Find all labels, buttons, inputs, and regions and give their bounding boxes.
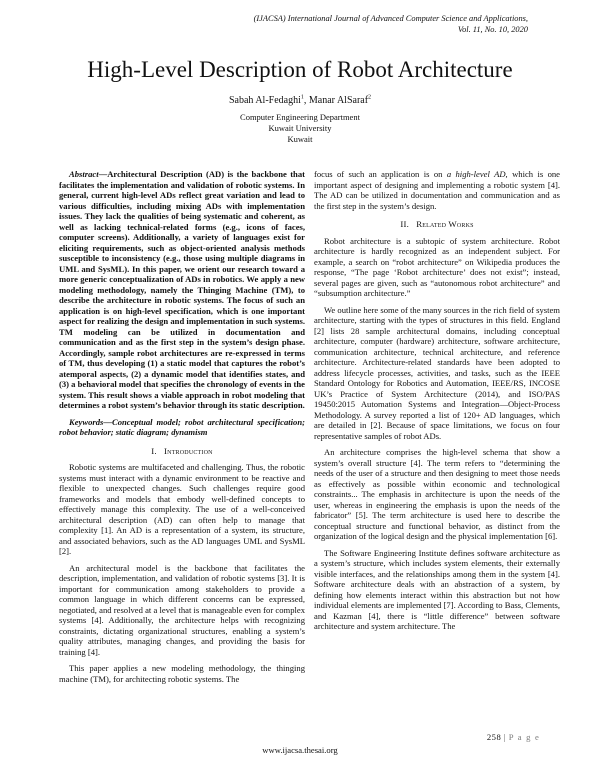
affiliation [0,112,600,145]
author-line [0,94,600,107]
footer-url: www.ijacsa.thesai.org [262,745,338,755]
intro-paragraph-1: Robotic systems are multifaceted and challenging. Thus, the robotic systems must interact with a dynamic environment to be reactive and flexible to unexpected changes. Such challenges require good frameworks and models that embody well-defined concepts to effectively manage this complexity. The use of a well-conceived architectural description (AD) can often help to manage that complexity [1]. An AD is a representation of a system, its structure, and associated behaviors, such as the AD languages UML and SysML [2]. [59,462,305,556]
section-number: II. [400,219,409,229]
section-heading-introduction [59,446,305,457]
page-word: P a g e [508,732,540,742]
right-column [314,169,560,638]
intro-paragraph-3: This paper applies a new modeling methodology, the thinging machine (TM), for architecting robotic systems. The [59,663,305,684]
intro-paragraph-3-continued [314,169,560,211]
affiliation-country: Kuwait [287,134,313,144]
intro-paragraph-2: An architectural model is the backbone that facilitates the description, implementation, and validation of robotic systems [3]. It is important for communication among stakeholders to provide a common language in which different concerns can be expressed, negotiated, and resolved at a level that is manageable even for complex systems [4]. Additionally, the architecture helps with recognizing constraints, dictating organizational structures, enabling a system’s quality attributes, managing changes, and providing the basis for training [4]. [59,562,305,657]
affiliation-university: Kuwait University [268,123,332,133]
journal-volume: Vol. 11, No. 10, 2020 [457,24,528,34]
keywords: Keywords—Conceptual model; robot architectural specification; robot behavior; static diagram; dynamism [59,416,305,437]
related-paragraph-4: The Software Engineering Institute defines software architecture as a system’s structure, which includes system elements, their externally visible interfaces, and the relationships among them in the system [4]. Software architecture deals with an abstraction of a system, by defining how elements interact within this abstraction but not how individual elements are implemented [7]. According to Bass, Clements, and Kazman [4], there is “little difference” between software architecture and system architecture. The [314,547,560,631]
page-number-value: 258 [486,732,502,742]
journal-name: (IJACSA) International Journal of Advanced Computer Science and Applications, [253,14,528,23]
affiliation-department: Computer Engineering Department [240,112,360,122]
author-2: Manar AlSaraf [308,95,369,106]
paper-title: High-Level Description of Robot Architecture [87,57,513,82]
section-title: Introduction [164,445,213,456]
running-head [128,14,528,35]
abstract-lead: Abstract [69,169,99,179]
author-2-affil-mark: 2 [368,94,372,101]
related-paragraph-3: An architecture comprises the high-level schema that show a system’s overall structure [4]. The term refers to “determining the needs of the user of a structure and then designing to meet those needs as effectively as possible within economic and technological constraints... The emphasis in architecture is upon the needs of the user, whereas in engineering the emphasis is upon the needs of the fabricator” [5]. The term architecture is used here to describe the conceptual structure and functional behavior, as distinct from the organization of the logical design and the physical implementation [6]. [314,447,560,541]
page-number-separator: | [501,732,509,742]
author-1-affil-mark: 1 [300,94,304,101]
intro-continued-text-a: focus of such an application is on [314,169,447,179]
author-separator: , [303,95,309,106]
author-1: Sabah Al-Fedaghi [228,95,301,106]
related-paragraph-2: We outline here some of the many sources in the rich field of system architecture, starting with the types of structures in this field. England [2] lists 28 sample architectural domains, including conceptual architecture, computer (hardware) architecture, software architecture, communication architecture, technical architecture, and reference architecture. Architecture-related standards have been adopted to address lifecycle processes, activities, and tasks, such as the IEEE Standard Ontology for Robotics and Automation, IEEE/RS, INCOSE UK’s Practice of System Architecture (2014), and ISO/PAS 19450:2015 Automation Systems and Integration—Object-Process Methodology. A survey reported a list of 120+ AD languages, which are detailed in [2]. Because of space limitations, we focus on four representative samples of robot ADs. [314,304,560,441]
left-column [59,169,305,690]
page-number [487,732,540,742]
related-paragraph-1: Robot architecture is a subtopic of system architecture. Robot architecture is hardly recognized as an independent subject. For example, a search on “robot architecture” on Wikipedia produces the response, “The page ‘Robot architecture’ does not exist”; instead, several pages are given, such as “autonomous robot architecture” and “subsumption architecture.” [314,235,560,298]
intro-continued-text-b: , which is one important aspect of designing and implementing a robotic system [4]. The AD can be utilized in documentation and communication and as the first step in the system’s design. [314,169,560,211]
section-title: Related Works [416,219,474,229]
abstract-text: —Architectural Description (AD) is the backbone that facilitates the implementation and validation of robotic systems. In general, current high-level ADs reflect great variation and lead to various difficulties, including mixing ADs with implementation issues. They lack the qualities of being systematic and coherent, as well as lacking technical-related forms (e.g., icons of faces, computer screens). Additionally, a variety of languages exist for eliciting requirements, such as object-oriented analysis methods susceptible to inconsistency (e.g., those using multiple diagrams in UML and SysML). In this paper, we orient our research toward a more generic conceptualization of ADs in robotics. We apply a new modeling methodology, namely the Thinging Machine (TM), to describe the architecture in robotic systems. The focus of such an application is on high-level specification, which is one important aspect for realizing the design and implementation in such systems. TM modeling can be utilized in documentation and communication and as the first step in the system’s design phase. Accordingly, sample robot architectures are re-expressed in terms of TM, thus developing (1) a static model that captures the robot’s atemporal aspects, (2) a dynamic model that identifies states, and (3) a behavioral model that specifies the chronology of events in the system. This result shows a viable approach in robot modeling that determines a robot system’s behavior through its static description. [59,169,305,410]
section-number: I. [151,445,157,456]
abstract [59,169,305,411]
section-heading-related-works [314,219,560,230]
intro-continued-emphasis: a high-level AD [446,169,506,179]
